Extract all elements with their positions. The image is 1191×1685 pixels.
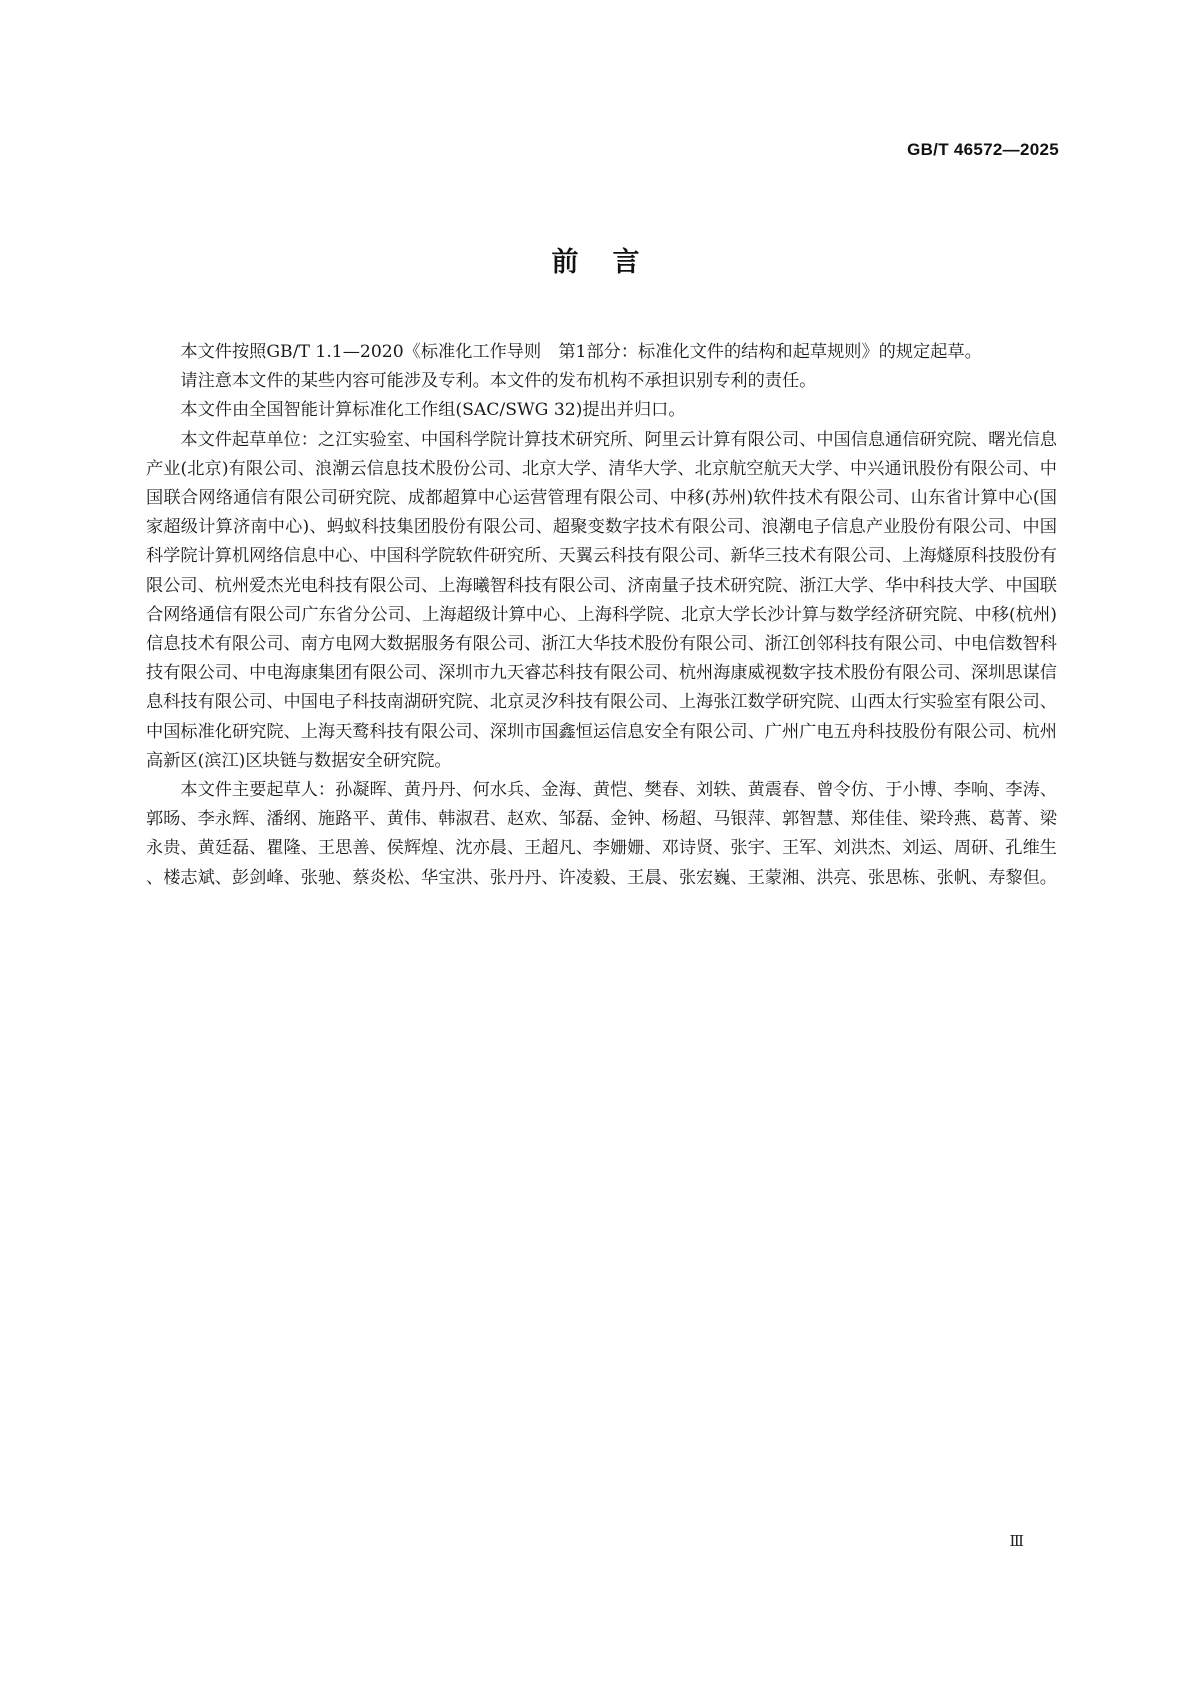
paragraph-patent-notice: 请注意本文件的某些内容可能涉及专利。本文件的发布机构不承担识别专利的责任。 [180,371,817,392]
foreword-body [146,338,1057,893]
paragraph-proposing-body: 本文件由全国智能计算标准化工作组(SAC/SWG 32)提出并归口。 [180,400,686,421]
paragraph-drafting-rules: 本文件按照GB/T 1.1—2020《标准化工作导则 第1部分：标准化文件的结构和起草规则》的规定起草。 [180,342,982,362]
page-number: Ⅲ [1009,1534,1024,1550]
paragraph-drafting-organizations: 本文件起草单位：之江实验室、中国科学院计算技术研究所、阿里云计算有限公司、中国信息通信研究院、曙光信息产业(北京)有限公司、浪潮云信息技术股份公司、北京大学、清华大学、北京航空航天大学、中兴通讯股份有限公司、中国联合网络通信有限公司研究院、成都超算中心运营管理有限公司、中移(苏州)软件技术有限公司、山东省计算中心(国家超级计算济南中心)、蚂蚁科技集团股份有限公司、超聚变数字技术有限公司、浪潮电子信息产业股份有限公司、中国科学院计算机网络信息中心、中国科学院软件研究所、天翼云科技有限公司、新华三技术有限公司、上海燧原科技股份有限公司、杭州爱杰光电科技有限公司、上海曦智科技有限公司、济南量子技术研究院、浙江大学、华中科技大学、中国联合网络通信有限公司广东省分公司、上海超级计算中心、上海科学院、北京大学长沙计算与数学经济研究院、中移(杭州)信息技术有限公司、南方电网大数据服务有限公司、浙江大华技术股份有限公司、浙江创邻科技有限公司、中电信数智科技有限公司、中电海康集团有限公司、深圳市九天睿芯科技有限公司、杭州海康威视数字技术股份有限公司、深圳思谋信息科技有限公司、中国电子科技南湖研究院、北京灵汐科技有限公司、上海张江数学研究院、山西太行实验室有限公司、中国标准化研究院、上海天鹜科技有限公司、深圳市国鑫恒运信息安全有限公司、广州广电五舟科技股份有限公司、杭州高新区(滨江)区块链与数据安全研究院。 [146,429,1057,771]
page-title: 前言 [551,247,674,278]
standard-code: GB/T 46572—2025 [907,140,1059,159]
paragraph-main-drafters: 本文件主要起草人：孙凝晖、黄丹丹、何水兵、金海、黄恺、樊春、刘轶、黄震春、曾令仿、于小博、李响、李涛、郭旸、李永辉、潘纲、施路平、黄伟、韩淑君、赵欢、邹磊、金钟、杨超、马银萍、郭智慧、郑佳佳、梁玲燕、葛菁、梁永贵、黄廷磊、瞿隆、王思善、侯辉煌、沈亦晨、王超凡、李姗姗、邓诗贤、张宇、王军、刘洪杰、刘运、周研、孔维生、楼志斌、彭剑峰、张驰、蔡炎松、华宝洪、张丹丹、许凌毅、王晨、张宏巍、王蒙湘、洪亮、张思栋、张帆、寿黎但。 [146,780,1057,888]
